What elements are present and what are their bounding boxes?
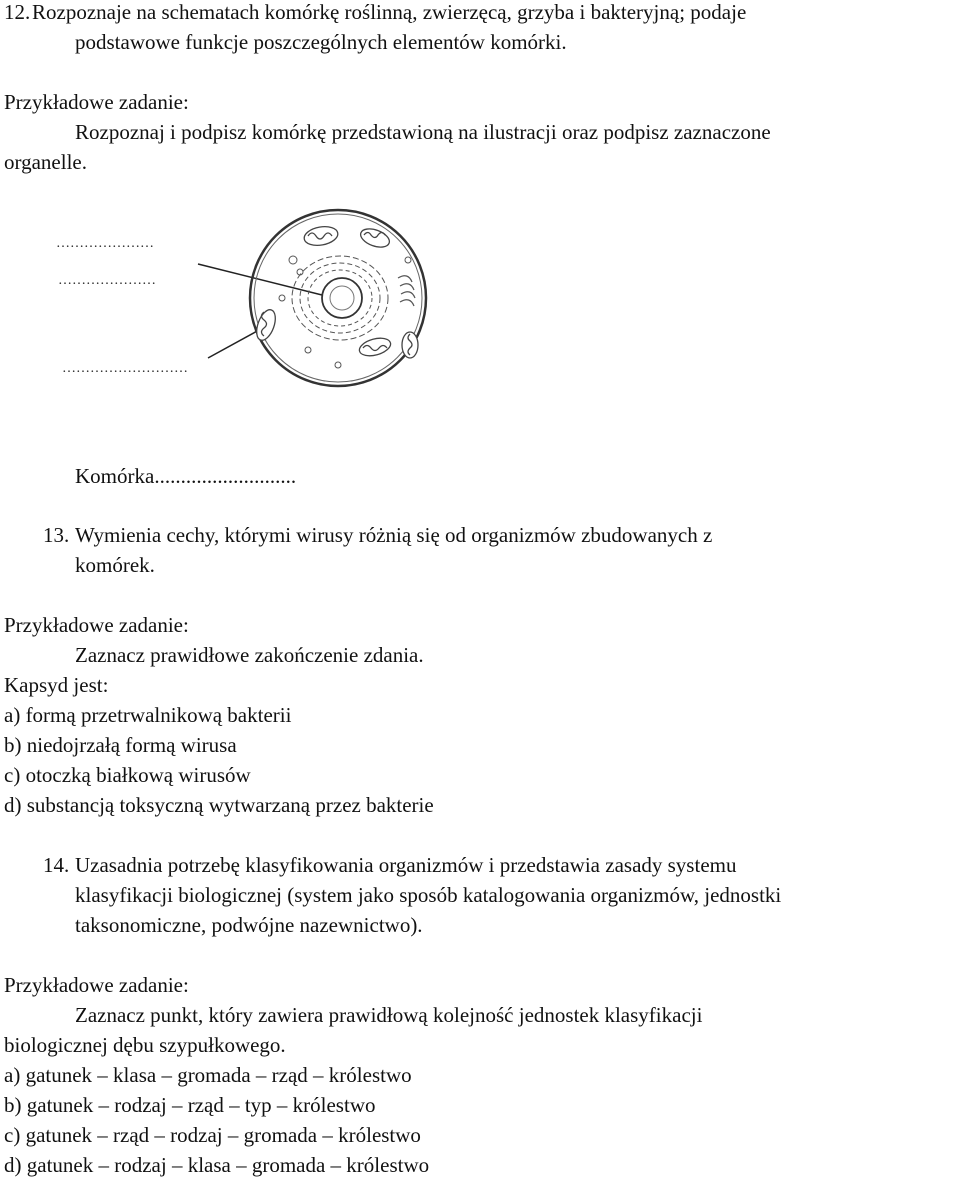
task-14-instruction-line2: biologicznej dębu szypułkowego.	[4, 1033, 286, 1057]
task-12-instruction-line2: organelle.	[4, 150, 87, 174]
item-14-text-line2: klasyfikacji biologicznej (system jako sposób katalogowania organizmów, jednostki	[75, 883, 782, 907]
task-13-heading: Przykładowe zadanie:	[4, 613, 189, 637]
golgi-apparatus	[398, 276, 415, 306]
task-14-option-b[interactable]: b) gatunek – rodzaj – rząd – typ – królestwo	[4, 1093, 376, 1117]
task-12-heading: Przykładowe zadanie:	[4, 90, 189, 114]
task-13-option-c[interactable]: c) otoczką białkową wirusów	[4, 763, 251, 787]
task-14-option-a[interactable]: a) gatunek – klasa – gromada – rząd – królestwo	[4, 1063, 412, 1087]
task-13-stem: Kapsyd jest:	[4, 673, 109, 697]
animal-cell-diagram	[38, 200, 458, 400]
task-14-heading: Przykładowe zadanie:	[4, 973, 189, 997]
label-line-1: …………………	[56, 236, 154, 251]
task-14-instruction-line1: Zaznacz punkt, który zawiera prawidłową kolejność jednostek klasyfikacji	[75, 1003, 703, 1027]
item-13-text-line1: Wymienia cechy, którymi wirusy różnią się od organizmów zbudowanych z	[75, 523, 713, 547]
label-line-2: …………………	[58, 273, 156, 288]
item-14-text-line1: Uzasadnia potrzebę klasyfikowania organizmów i przedstawia zasady systemu	[75, 853, 737, 877]
item-13-text-line2: komórek.	[75, 553, 155, 577]
item-13-number: 13.	[43, 523, 70, 547]
task-12-instruction-line1: Rozpoznaj i podpisz komórkę przedstawioną na ilustracji oraz podpisz zaznaczone	[75, 120, 771, 144]
item-12-text-line2: podstawowe funkcje poszczególnych elementów komórki.	[75, 30, 567, 54]
task-13-instruction: Zaznacz prawidłowe zakończenie zdania.	[75, 643, 424, 667]
label-line-3: ………………………	[62, 361, 188, 376]
item-14-number: 14.	[43, 853, 70, 877]
task-13-option-a[interactable]: a) formą przetrwalnikową bakterii	[4, 703, 292, 727]
task-14-option-d[interactable]: d) gatunek – rodzaj – klasa – gromada – królestwo	[4, 1153, 430, 1177]
cell-type-caption: Komórka...........................	[75, 464, 297, 488]
cell-nucleus	[322, 278, 362, 318]
task-13-option-d[interactable]: d) substancją toksyczną wytwarzaną przez bakterie	[4, 793, 434, 817]
item-12-number: 12.	[4, 0, 31, 24]
task-13-option-b[interactable]: b) niedojrzałą formą wirusa	[4, 733, 237, 757]
item-14-text-line3: taksonomiczne, podwójne nazewnictwo).	[75, 913, 423, 937]
item-12-text-line1: Rozpoznaje na schematach komórkę roślinną, zwierzęcą, grzyba i bakteryjną; podaje	[32, 0, 747, 24]
task-14-option-c[interactable]: c) gatunek – rząd – rodzaj – gromada – królestwo	[4, 1123, 421, 1147]
